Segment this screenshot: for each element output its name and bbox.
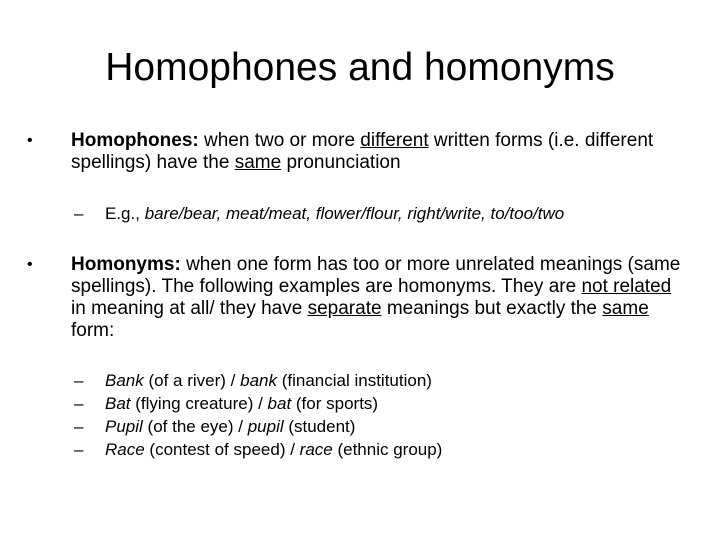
example-word: Bank xyxy=(105,371,144,390)
sub-bullet-marker: – xyxy=(74,204,84,223)
definition-text: meanings but exactly the xyxy=(381,298,603,319)
sub-bullet-marker: – xyxy=(74,417,84,436)
example-word: bat xyxy=(267,394,292,413)
homophones-term: Homophones: xyxy=(71,130,199,151)
example-word: race xyxy=(299,440,333,459)
example-gloss: (of the eye) / xyxy=(142,417,248,436)
example-gloss: (contest of speed) / xyxy=(144,440,300,459)
example-gloss: (financial institution) xyxy=(276,371,432,390)
emphasis-separate: separate xyxy=(307,298,382,319)
example-words: bare/bear, meat/meat, flower/flour, right/write, to/too/two xyxy=(144,204,565,223)
example-word: bank xyxy=(240,371,277,390)
example-text xyxy=(105,369,432,392)
example-text xyxy=(105,392,378,415)
sub-bullet-marker: – xyxy=(74,394,84,413)
sub-bullet-marker: – xyxy=(74,440,84,459)
definition-text: in meaning at all/ they have xyxy=(71,298,308,319)
homonyms-definition xyxy=(71,254,691,342)
example-gloss: (student) xyxy=(283,417,356,436)
definition-text: form: xyxy=(71,320,115,341)
homonyms-term: Homonyms: xyxy=(71,254,181,275)
example-text xyxy=(105,415,355,438)
example-prefix: E.g., xyxy=(105,204,145,223)
definition-text: when two or more xyxy=(198,130,361,151)
example-gloss: (flying creature) / xyxy=(130,394,268,413)
emphasis-different: different xyxy=(360,130,429,151)
example-gloss: (ethnic group) xyxy=(332,440,443,459)
example-word: pupil xyxy=(247,417,284,436)
example-text xyxy=(105,438,442,461)
example-gloss: (of a river) / xyxy=(143,371,241,390)
bullet-marker: • xyxy=(27,256,33,273)
emphasis-not-related: not related xyxy=(581,276,672,297)
slide-title: Homophones and homonyms xyxy=(105,46,615,89)
example-word: Pupil xyxy=(105,417,143,436)
example-gloss: (for sports) xyxy=(291,394,379,413)
homophones-definition xyxy=(71,130,691,174)
emphasis-same: same xyxy=(602,298,649,319)
example-word: Race xyxy=(105,440,145,459)
definition-text: pronunciation xyxy=(281,152,401,173)
bullet-marker: • xyxy=(27,132,33,149)
definition-text: written forms (i.e. different spellings) have the xyxy=(71,130,654,173)
emphasis-same: same xyxy=(234,152,282,173)
sub-bullet-marker: – xyxy=(74,371,84,390)
example-text xyxy=(105,202,564,225)
example-word: Bat xyxy=(105,394,131,413)
definition-text: when one form has too or more unrelated meanings (same spellings). The following examples are homonyms. They are xyxy=(71,254,681,297)
